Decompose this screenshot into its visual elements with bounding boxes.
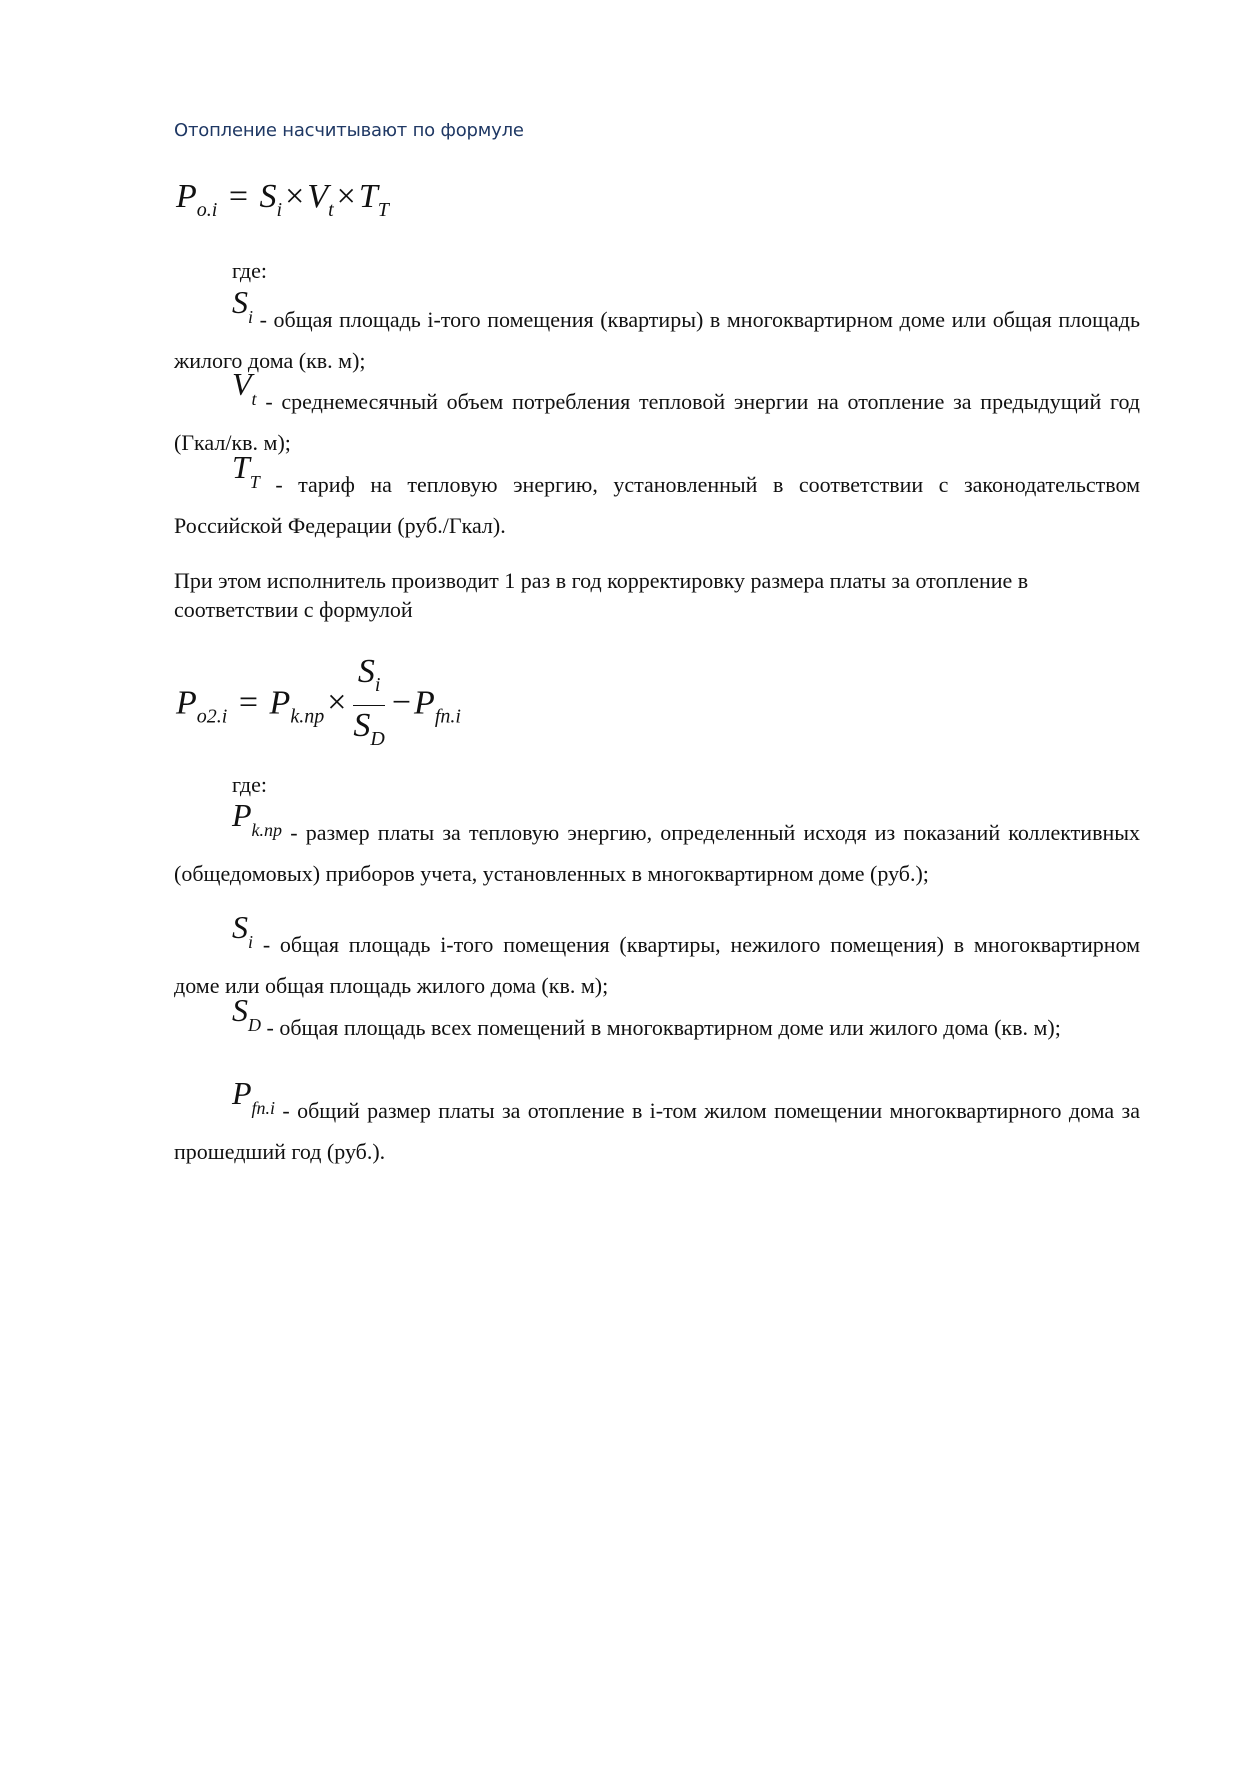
formula-times: × bbox=[327, 684, 347, 722]
definition-symbol: $V_t$ bbox=[232, 366, 257, 409]
formula-times: × bbox=[285, 178, 305, 215]
formula-eq: = bbox=[228, 178, 249, 215]
definition-symbol: $P_{k.пр}$ bbox=[232, 797, 283, 840]
formula-term-p: P bbox=[269, 684, 291, 722]
definition-item bbox=[174, 992, 1140, 1054]
definition-symbol: $S_i$ bbox=[232, 284, 254, 327]
definition-text: - общая площадь всех помещений в многоквартирном доме или жилого дома (кв. м); bbox=[266, 1015, 1061, 1040]
formula-correction bbox=[176, 654, 461, 757]
formula-fraction bbox=[353, 654, 384, 757]
formula-lhs-sub: o2.i bbox=[196, 705, 228, 728]
formula-heating bbox=[176, 178, 389, 222]
definition-item bbox=[174, 284, 1140, 375]
where-label: где: bbox=[232, 258, 267, 283]
correction-paragraph: При этом исполнитель производит 1 раз в год корректировку размера платы за отопление в соответствии с формулой bbox=[174, 568, 1029, 622]
formula-times: × bbox=[336, 178, 356, 215]
definition-text: - общая площадь i-того помещения (квартиры, нежилого помещения) в многоквартирном доме или общая площадь жилого дома (кв. м); bbox=[174, 932, 1141, 998]
definition-symbol: $S_i$ bbox=[232, 909, 254, 952]
definition-item bbox=[174, 449, 1141, 540]
formula-term-p-sub: k.пр bbox=[290, 705, 325, 728]
formula-eq: = bbox=[238, 684, 259, 722]
definition-symbol: $P_{fn.i}$ bbox=[232, 1075, 276, 1118]
heading: Отопление насчитывают по формуле bbox=[174, 120, 524, 141]
definition-item bbox=[174, 909, 1141, 1000]
formula-term-pfn-sub: fn.i bbox=[434, 705, 461, 728]
formula-term-t: T bbox=[358, 178, 378, 215]
definition-symbol: $S_D$ bbox=[232, 992, 261, 1035]
formula-lhs-sub: o.i bbox=[196, 199, 218, 221]
definition-item bbox=[174, 366, 1140, 457]
definition-item bbox=[174, 797, 1141, 888]
formula-minus: − bbox=[391, 684, 412, 722]
definition-text: - размер платы за тепловую энергию, определенный исходя из показаний коллективных (общедомовых) приборов учета, установленных в многоквартирном доме (руб.); bbox=[174, 820, 1141, 886]
where-label: где: bbox=[232, 772, 267, 797]
formula-lhs: P bbox=[176, 684, 197, 722]
definition-text: - тариф на тепловую энергию, установленный в соответствии с законодательством Российской Федерации (руб./Гкал). bbox=[174, 472, 1141, 538]
definition-item bbox=[174, 1075, 1140, 1166]
definition-text: - среднемесячный объем потребления тепловой энергии на отопление за предыдущий год (Гкал/кв. м); bbox=[174, 389, 1140, 455]
formula-term-s-sub: i bbox=[276, 199, 283, 221]
formula-term-v: V bbox=[307, 178, 329, 215]
definition-symbol: $T_T$ bbox=[232, 449, 260, 492]
fraction-numerator: $S_i$ bbox=[353, 654, 384, 706]
fraction-denominator: $S_D$ bbox=[353, 707, 385, 750]
formula-term-s: S bbox=[259, 178, 277, 215]
formula-lhs: P bbox=[176, 178, 197, 215]
definition-text: - общая площадь i-того помещения (квартиры) в многоквартирном доме или общая площадь жилого дома (кв. м); bbox=[174, 307, 1140, 373]
definition-text: - общий размер платы за отопление в i-том жилом помещении многоквартирного дома за прошедший год (руб.). bbox=[174, 1098, 1140, 1164]
formula-term-t-sub: T bbox=[377, 199, 389, 221]
formula-term-pfn: P bbox=[414, 684, 435, 722]
formula-term-v-sub: t bbox=[328, 199, 334, 221]
